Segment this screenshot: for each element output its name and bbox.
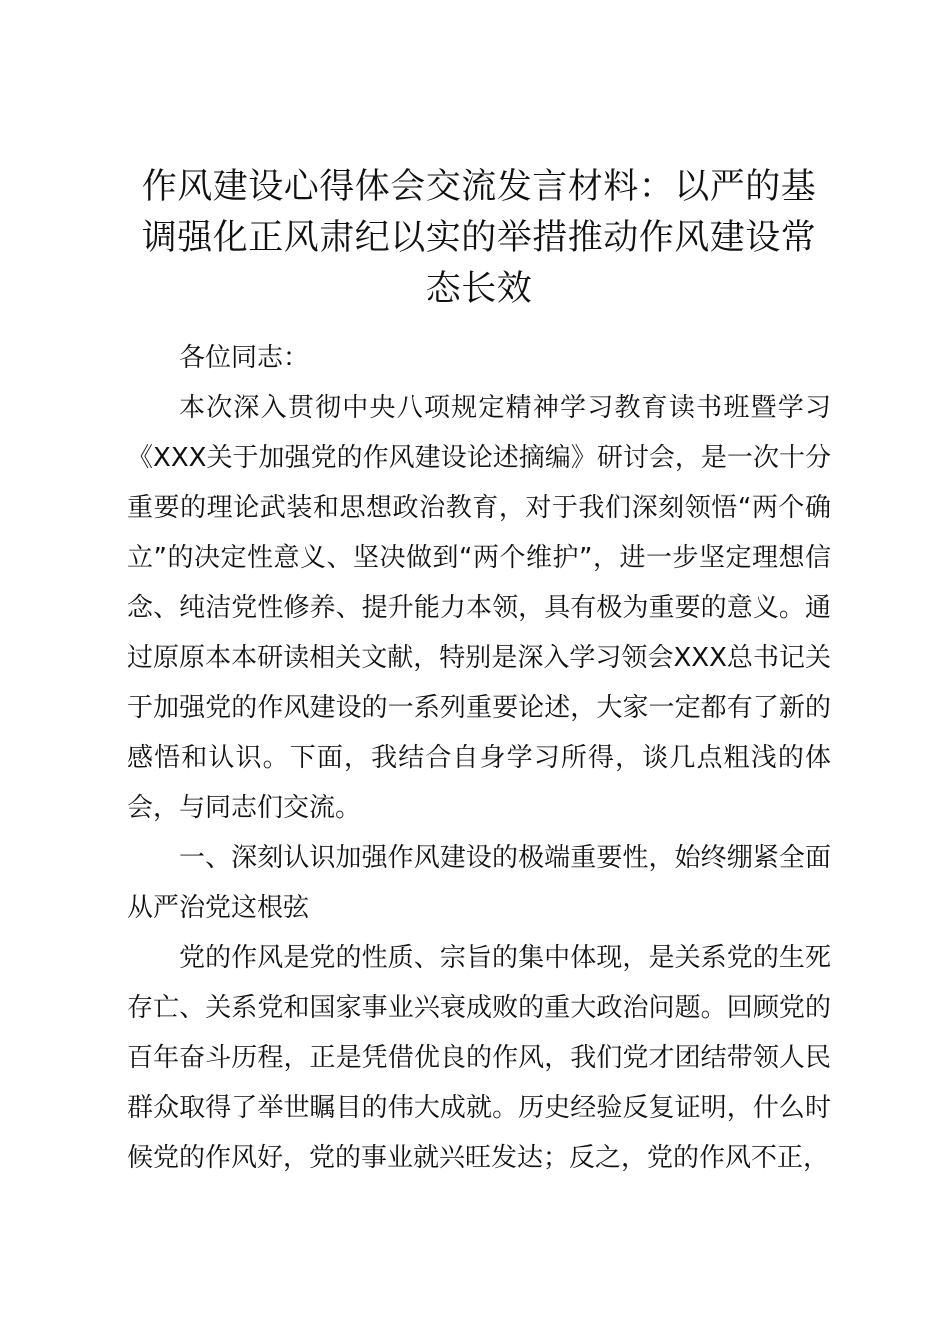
salutation: 各位同志： — [179, 343, 310, 373]
document-title: 作风建设心得体会交流发言材料：以严的基调强化正风肃纪以实的举措推动作风建设常态长效 — [141, 167, 817, 309]
section-heading-1: 一、深刻认识加强作风建设的极端重要性，始终绷紧全面从严治党这根弦 — [127, 843, 831, 923]
paragraph-intro: 本次深入贯彻中央八项规定精神学习教育读书班暨学习《XXX关于加强党的作风建设论述摘编》研讨会，是一次十分重要的理论武装和思想政治教育，对于我们深刻领悟“两个确立”的决定性意义、坚决做到“两个维护”，进一步坚定理想信念、纯洁党性修养、提升能力本领，具有极为重要的意义。通过原原本本研读相关文献，特别是深入学习领会XXX总书记关于加强党的作风建设的一系列重要论述，大家一定都有了新的感悟和认识。下面，我结合自身学习所得，谈几点粗浅的体会，与同志们交流。 — [127, 393, 831, 823]
paragraph-section-1: 党的作风是党的性质、宗旨的集中体现，是关系党的生死存亡、关系党和国家事业兴衰成败的重大政治问题。回顾党的百年奋斗历程，正是凭借优良的作风，我们党才团结带领人民群众取得了举世瞩目的伟大成就。历史经验反复证明，什么时候党的作风好，党的事业就兴旺发达；反之，党的作风不正， — [127, 943, 831, 1173]
